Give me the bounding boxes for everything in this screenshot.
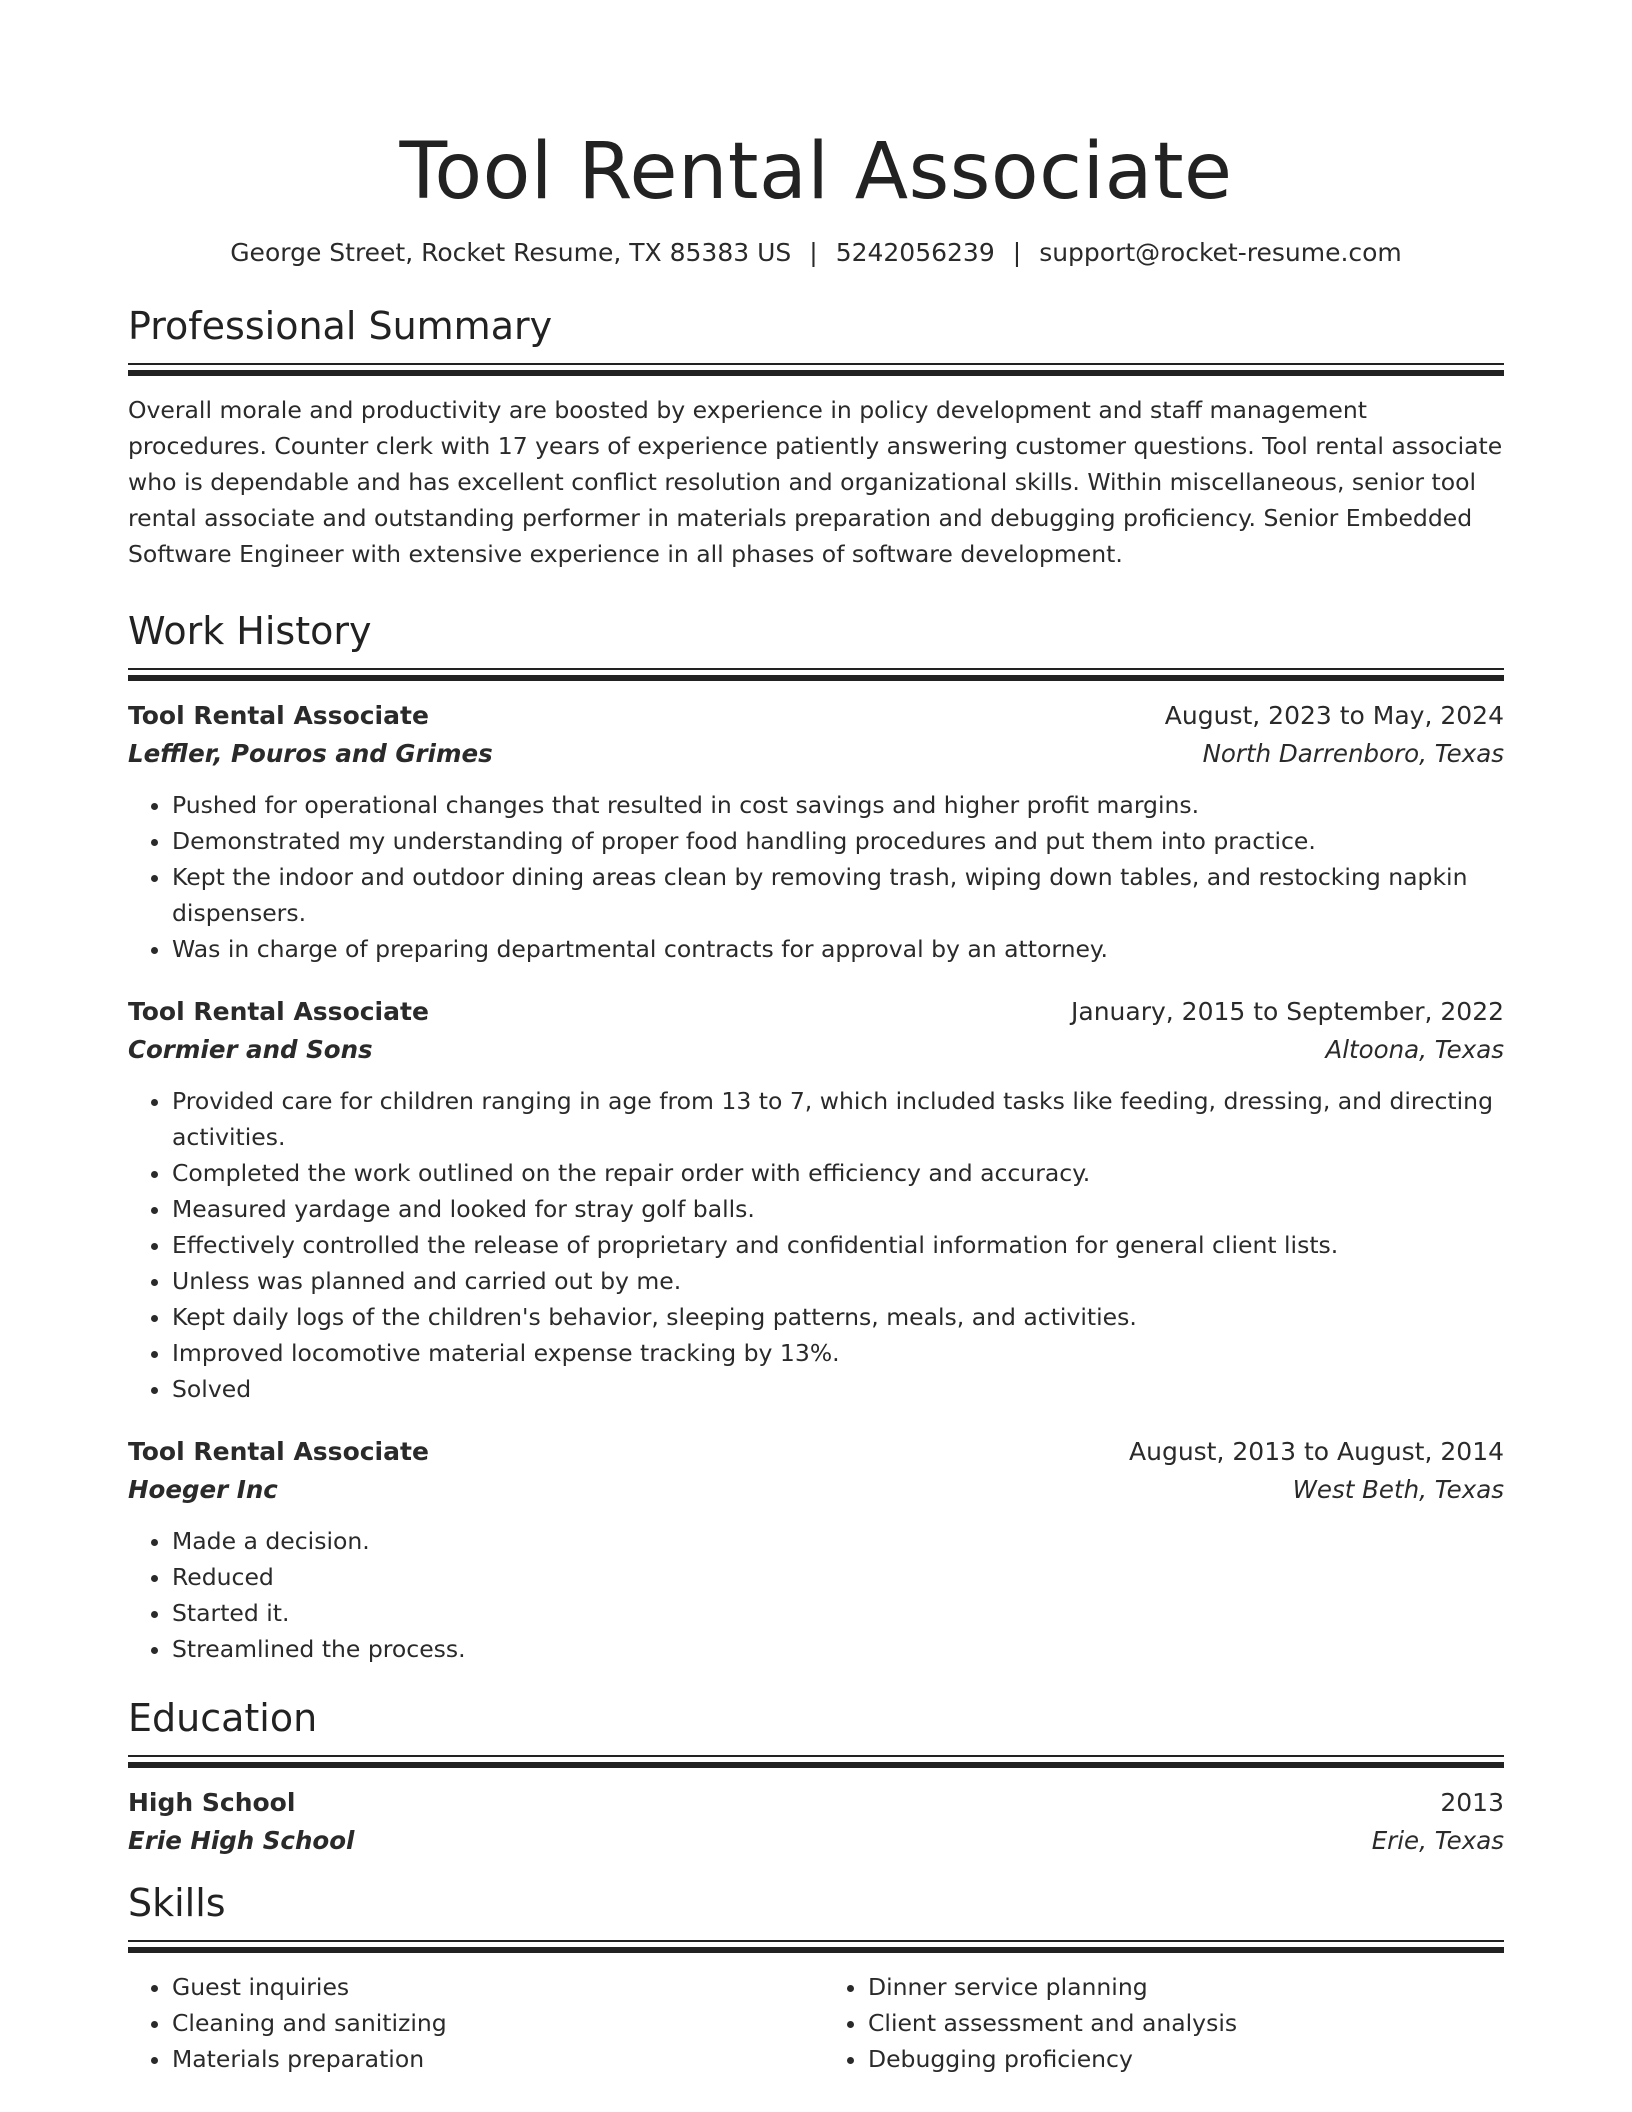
job-title: Tool Rental Associate: [128, 701, 429, 730]
job-dates: August, 2013 to August, 2014: [1129, 1437, 1504, 1466]
summary-text: Overall morale and productivity are boosted by experience in policy development and staff management procedures. Counter clerk with 17 years of experience patiently answering customer questions. Tool rental associate who is dependable and has excellent conflict resolution and organizational skills. Within miscellaneous, senior tool rental associate and outstanding performer in materials preparation and debugging proficiency. Senior Embedded Software Engineer with extensive experience in all phases of software development.: [128, 396, 1503, 568]
job-bullets: [128, 1523, 1504, 1667]
job-location: Altoona, Texas: [1325, 1035, 1504, 1064]
education-degree: High School: [128, 1788, 296, 1817]
job-bullets: [128, 787, 1504, 967]
job-dates: August, 2023 to May, 2024: [1164, 701, 1504, 730]
job-title: Tool Rental Associate: [128, 1437, 429, 1466]
job-bullet: • Kept daily logs of the children's behavior, sleeping patterns, meals, and activities.: [172, 1299, 1504, 1335]
education-section: [128, 1693, 1504, 1860]
job-bullet: • Effectively controlled the release of proprietary and confidential information for general client lists.: [172, 1227, 1504, 1263]
education-location: Erie, Texas: [1371, 1826, 1504, 1855]
job-bullet: • Made a decision.: [172, 1523, 1504, 1559]
job-title: Tool Rental Associate: [128, 997, 429, 1026]
job-entry: [128, 993, 1504, 1407]
skill-item: • Debugging proficiency: [868, 2041, 1504, 2077]
job-company: Cormier and Sons: [128, 1035, 373, 1064]
skills-heading: Skills: [128, 1881, 226, 1925]
skill-item: • Guest inquiries: [172, 1969, 808, 2005]
job-bullet: • Provided care for children ranging in age from 13 to 7, which included tasks like feeding, dressing, and directing activities.: [172, 1083, 1504, 1155]
summary-section: [128, 301, 1504, 572]
contact-email: support@rocket-resume.com: [1039, 238, 1402, 267]
job-bullets: [128, 1083, 1504, 1407]
skills-section: [128, 1878, 1504, 2077]
job-company: Leffler, Pouros and Grimes: [128, 739, 493, 768]
education-school: Erie High School: [128, 1826, 355, 1855]
job-bullet: • Measured yardage and looked for stray golf balls.: [172, 1191, 1504, 1227]
skills-column-right: [808, 1969, 1504, 2077]
section-divider: [128, 1940, 1504, 1953]
job-company: Hoeger Inc: [128, 1475, 278, 1504]
contact-address: George Street, Rocket Resume, TX 85383 US: [230, 238, 792, 267]
job-bullet: • Unless was planned and carried out by me.: [172, 1263, 1504, 1299]
job-bullet: • Kept the indoor and outdoor dining areas clean by removing trash, wiping down tables, and restocking napkin dispensers.: [172, 859, 1504, 931]
job-bullet: • Streamlined the process.: [172, 1631, 1504, 1667]
job-bullet: • Pushed for operational changes that resulted in cost savings and higher profit margins.: [172, 787, 1504, 823]
job-dates: January, 2015 to September, 2022: [1071, 997, 1504, 1026]
contact-separator: |: [1012, 238, 1022, 267]
skills-column-left: [128, 1969, 808, 2077]
skill-item: • Materials preparation: [172, 2041, 808, 2077]
education-year: 2013: [1440, 1788, 1504, 1817]
job-entry: [128, 697, 1504, 967]
contact-separator: |: [809, 238, 818, 267]
section-divider: [128, 363, 1504, 376]
work-history-heading: Work History: [128, 609, 372, 653]
skills-list: [128, 1969, 1504, 2077]
job-bullet: • Started it.: [172, 1595, 1504, 1631]
work-history-section: [128, 606, 1504, 1667]
job-location: North Darrenboro, Texas: [1202, 739, 1504, 768]
job-bullet: • Completed the work outlined on the repair order with efficiency and accuracy.: [172, 1155, 1504, 1191]
job-entry: [128, 1433, 1504, 1667]
job-bullet: • Was in charge of preparing departmental contracts for approval by an attorney.: [172, 931, 1504, 967]
job-location: West Beth, Texas: [1292, 1475, 1504, 1504]
summary-heading: Professional Summary: [128, 304, 553, 348]
job-bullet: • Demonstrated my understanding of proper food handling procedures and put them into practice.: [172, 823, 1504, 859]
section-divider: [128, 1755, 1504, 1768]
job-bullet: • Reduced: [172, 1559, 1504, 1595]
resume-name: Tool Rental Associate: [399, 127, 1233, 217]
section-divider: [128, 668, 1504, 681]
job-bullet: • Improved locomotive material expense tracking by 13%.: [172, 1335, 1504, 1371]
contact-phone: 5242056239: [835, 238, 995, 267]
job-bullet: • Solved: [172, 1371, 1504, 1407]
skill-item: • Dinner service planning: [868, 1969, 1504, 2005]
skill-item: • Cleaning and sanitizing: [172, 2005, 808, 2041]
education-heading: Education: [128, 1696, 318, 1740]
contact-line: [128, 238, 1504, 267]
skill-item: • Client assessment and analysis: [868, 2005, 1504, 2041]
